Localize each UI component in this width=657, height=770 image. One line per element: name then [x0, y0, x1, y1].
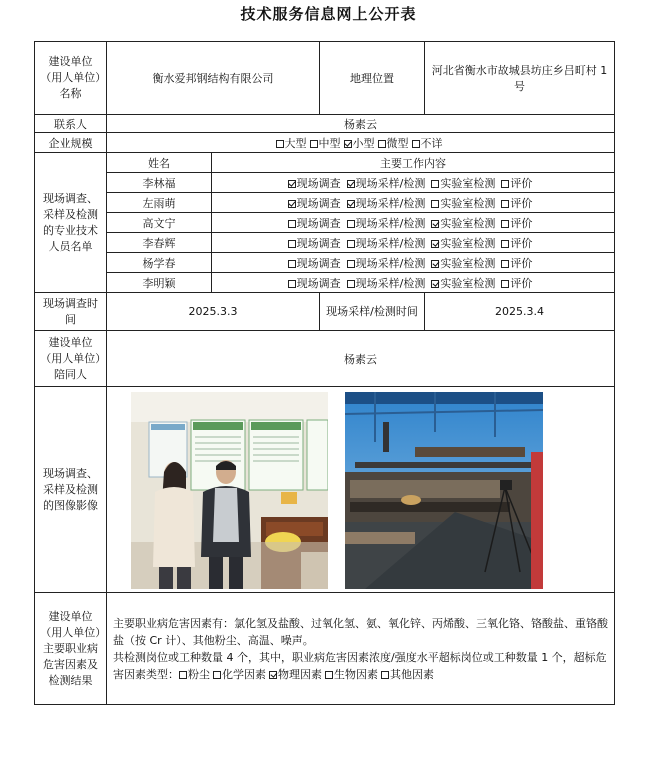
checked-box-icon[interactable] — [431, 240, 439, 248]
result-factors: 主要职业病危害因素有：氯化氢及盐酸、过氧化氢、氨、氧化锌、丙烯酸、三氧化铬、铬酸盐、重铬酸盐（按 Cr 计）、其他粉尘、高温、噪声。 — [113, 616, 608, 647]
survey-time-label: 现场调查时间 — [35, 293, 107, 331]
work-option-label: 实验室检测 — [440, 196, 496, 210]
site-photo-workshop — [345, 392, 543, 589]
work-option[interactable] — [431, 235, 495, 251]
info-table — [34, 41, 615, 705]
work-option[interactable] — [288, 255, 341, 271]
survey-time-value: 2025.3.3 — [107, 293, 320, 331]
staff-label: 现场调查、采样及检测的专业技术人员名单 — [35, 153, 107, 293]
empty-box-icon[interactable] — [501, 200, 509, 208]
checked-box-icon[interactable] — [344, 140, 352, 148]
scale-option-label: 小型 — [352, 136, 375, 150]
work-option-label: 现场采样/检测 — [355, 176, 426, 190]
staff-row — [35, 213, 615, 233]
empty-box-icon[interactable] — [347, 260, 355, 268]
staff-name: 李明颖 — [107, 273, 212, 293]
checked-box-icon[interactable] — [431, 220, 439, 228]
work-option[interactable] — [431, 195, 495, 211]
empty-box-icon[interactable] — [347, 220, 355, 228]
hazard-option-label: 生物因素 — [334, 667, 378, 681]
empty-box-icon[interactable] — [501, 240, 509, 248]
empty-box-icon[interactable] — [288, 280, 296, 288]
staff-name: 左雨萌 — [107, 193, 212, 213]
work-option-label: 评价 — [510, 256, 533, 270]
work-option[interactable] — [501, 275, 532, 291]
staff-name-header: 姓名 — [107, 153, 212, 173]
work-option[interactable] — [347, 195, 426, 211]
empty-box-icon[interactable] — [431, 200, 439, 208]
checked-box-icon[interactable] — [347, 180, 355, 188]
empty-box-icon[interactable] — [347, 280, 355, 288]
workshop-scene-image — [345, 392, 543, 589]
work-option-label: 现场采样/检测 — [355, 216, 426, 230]
staff-name: 高文宁 — [107, 213, 212, 233]
companion-value: 杨素云 — [107, 331, 615, 387]
work-option[interactable] — [288, 235, 341, 251]
empty-box-icon[interactable] — [381, 671, 389, 679]
images-label: 现场调查、采样及检测的图像影像 — [35, 387, 107, 593]
result-summary — [113, 649, 608, 683]
staff-name: 杨学春 — [107, 253, 212, 273]
work-option[interactable] — [288, 215, 341, 231]
work-option-label: 实验室检测 — [440, 256, 496, 270]
work-option-label: 实验室检测 — [440, 276, 496, 290]
empty-box-icon[interactable] — [325, 671, 333, 679]
result-count: 共检测岗位或工种数量 4 个，其中，职业病危害因素浓度/强度水平超标岗位或工种数量 1 个，超标危害因素类型： — [113, 650, 607, 681]
work-option-label: 现场调查 — [296, 216, 341, 230]
work-option[interactable] — [347, 235, 426, 251]
work-option-label: 实验室检测 — [440, 176, 496, 190]
scale-option-label: 微型 — [386, 136, 409, 150]
checked-box-icon[interactable] — [288, 200, 296, 208]
scale-label: 企业规模 — [35, 133, 107, 153]
scale-option[interactable] — [276, 135, 307, 151]
hazard-option[interactable] — [269, 666, 322, 683]
work-option[interactable] — [501, 235, 532, 251]
staff-name: 李春辉 — [107, 233, 212, 253]
scale-option[interactable] — [412, 135, 443, 151]
work-option[interactable] — [288, 175, 341, 191]
work-option-label: 现场调查 — [296, 176, 341, 190]
scale-option[interactable] — [378, 135, 409, 151]
office-scene-image — [131, 392, 328, 589]
site-photo-office — [131, 392, 328, 589]
work-option[interactable] — [288, 195, 341, 211]
work-option-label: 现场调查 — [296, 256, 341, 270]
checked-box-icon[interactable] — [431, 260, 439, 268]
empty-box-icon[interactable] — [213, 671, 221, 679]
work-option[interactable] — [347, 275, 426, 291]
companion-label: 建设单位（用人单位）陪同人 — [35, 331, 107, 387]
checked-box-icon[interactable] — [269, 671, 277, 679]
staff-work — [212, 233, 615, 253]
empty-box-icon[interactable] — [431, 180, 439, 188]
empty-box-icon[interactable] — [347, 240, 355, 248]
page-title: 技术服务信息网上公开表 — [240, 5, 417, 23]
empty-box-icon[interactable] — [288, 260, 296, 268]
work-option[interactable] — [347, 175, 426, 191]
unit-name: 衡水爱邦钢结构有限公司 — [107, 42, 320, 115]
empty-box-icon[interactable] — [501, 180, 509, 188]
sampling-time-label: 现场采样/检测时间 — [320, 293, 425, 331]
staff-work — [212, 173, 615, 193]
work-option[interactable] — [501, 195, 532, 211]
hazard-option[interactable] — [179, 666, 210, 683]
staff-row — [35, 173, 615, 193]
work-option-label: 现场调查 — [296, 196, 341, 210]
scale-options — [107, 133, 615, 153]
checked-box-icon[interactable] — [431, 280, 439, 288]
staff-name: 李林福 — [107, 173, 212, 193]
scale-option-label: 不详 — [420, 136, 443, 150]
scale-option[interactable] — [310, 135, 341, 151]
sampling-time-value: 2025.3.4 — [425, 293, 615, 331]
empty-box-icon[interactable] — [501, 280, 509, 288]
checked-box-icon[interactable] — [347, 200, 355, 208]
staff-row — [35, 233, 615, 253]
work-option-label: 评价 — [510, 216, 533, 230]
empty-box-icon[interactable] — [501, 260, 509, 268]
hazard-types — [179, 668, 437, 681]
empty-box-icon[interactable] — [501, 220, 509, 228]
empty-box-icon[interactable] — [288, 240, 296, 248]
work-option-label: 现场采样/检测 — [355, 256, 426, 270]
location-label: 地理位置 — [320, 42, 425, 115]
work-option-label: 评价 — [510, 196, 533, 210]
work-option-label: 现场调查 — [296, 276, 341, 290]
work-option[interactable] — [501, 255, 532, 271]
contact-value: 杨素云 — [107, 115, 615, 133]
empty-box-icon[interactable] — [288, 220, 296, 228]
scale-option[interactable] — [344, 135, 375, 151]
staff-row — [35, 193, 615, 213]
hazard-option-label: 粉尘 — [188, 667, 210, 681]
work-option-label: 实验室检测 — [440, 236, 496, 250]
staff-row — [35, 253, 615, 273]
work-option-label: 评价 — [510, 236, 533, 250]
contact-label: 联系人 — [35, 115, 107, 133]
hazard-option[interactable] — [381, 666, 434, 683]
work-option-label: 现场采样/检测 — [355, 236, 426, 250]
work-option-label: 现场采样/检测 — [355, 276, 426, 290]
hazard-option[interactable] — [213, 666, 266, 683]
work-option[interactable] — [347, 215, 426, 231]
empty-box-icon[interactable] — [378, 140, 386, 148]
staff-row — [35, 273, 615, 293]
empty-box-icon[interactable] — [412, 140, 420, 148]
work-option[interactable] — [501, 215, 532, 231]
location-value: 河北省衡水市故城县坊庄乡吕町村 1 号 — [425, 42, 615, 115]
staff-work — [212, 273, 615, 293]
hazard-option-label: 化学因素 — [222, 667, 266, 681]
unit-label: 建设单位（用人单位）名称 — [35, 42, 107, 115]
work-option-label: 评价 — [510, 276, 533, 290]
work-option[interactable] — [431, 215, 495, 231]
hazard-option-label: 物理因素 — [278, 667, 322, 681]
result-label: 建设单位（用人单位）主要职业病危害因素及检测结果 — [35, 593, 107, 705]
work-option[interactable] — [431, 275, 495, 291]
work-option[interactable] — [501, 175, 532, 191]
hazard-option-label: 其他因素 — [390, 667, 434, 681]
hazard-option[interactable] — [325, 666, 378, 683]
empty-box-icon[interactable] — [310, 140, 318, 148]
empty-box-icon[interactable] — [276, 140, 284, 148]
work-option-label: 现场调查 — [296, 236, 341, 250]
scale-option-label: 大型 — [284, 136, 307, 150]
work-option-label: 评价 — [510, 176, 533, 190]
work-option[interactable] — [347, 255, 426, 271]
work-option-label: 实验室检测 — [440, 216, 496, 230]
work-option[interactable] — [431, 175, 495, 191]
staff-work-header: 主要工作内容 — [212, 153, 615, 173]
work-option-label: 现场采样/检测 — [355, 196, 426, 210]
empty-box-icon[interactable] — [179, 671, 187, 679]
staff-work — [212, 253, 615, 273]
checked-box-icon[interactable] — [288, 180, 296, 188]
scale-option-label: 中型 — [318, 136, 341, 150]
staff-work — [212, 213, 615, 233]
staff-work — [212, 193, 615, 213]
work-option[interactable] — [288, 275, 341, 291]
work-option[interactable] — [431, 255, 495, 271]
result-cell — [107, 593, 615, 705]
